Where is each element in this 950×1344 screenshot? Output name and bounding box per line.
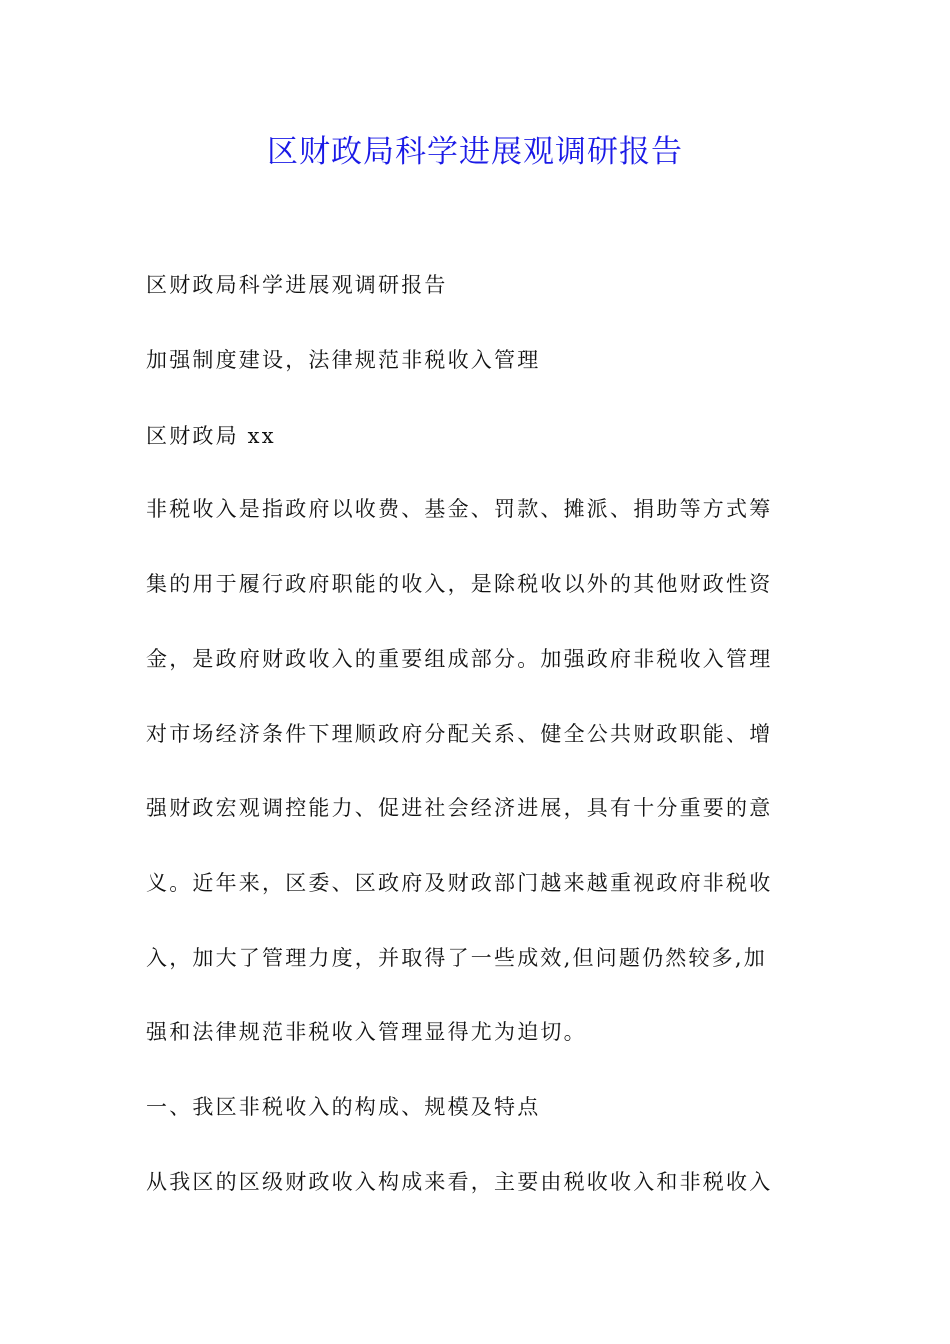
author-line: 区财政局 xx xyxy=(146,424,276,448)
heading-line: 加强制度建设，法律规范非税收入管理 xyxy=(146,348,541,372)
subtitle-line: 区财政局科学进展观调研报告 xyxy=(146,273,448,297)
paragraph-line: 强财政宏观调控能力、促进社会经济进展，具有十分重要的意 xyxy=(146,796,773,820)
section-heading: 一、我区非税收入的构成、规模及特点 xyxy=(146,1095,541,1119)
paragraph-line: 义。近年来，区委、区政府及财政部门越来越重视政府非税收 xyxy=(146,871,773,895)
paragraph-line: 从我区的区级财政收入构成来看，主要由税收收入和非税收入 xyxy=(146,1170,773,1194)
paragraph-line: 金，是政府财政收入的重要组成部分。加强政府非税收入管理 xyxy=(146,647,773,671)
paragraph-line: 对市场经济条件下理顺政府分配关系、健全公共财政职能、增 xyxy=(146,722,773,746)
document-title: 区财政局科学进展观调研报告 xyxy=(267,134,683,170)
paragraph-line: 入，加大了管理力度，并取得了一些成效,但问题仍然较多,加 xyxy=(146,946,767,970)
paragraph-line: 强和法律规范非税收入管理显得尤为迫切。 xyxy=(146,1020,587,1044)
paragraph-line: 非税收入是指政府以收费、基金、罚款、摊派、捐助等方式筹 xyxy=(146,497,773,521)
paragraph-line: 集的用于履行政府职能的收入，是除税收以外的其他财政性资 xyxy=(146,572,773,596)
